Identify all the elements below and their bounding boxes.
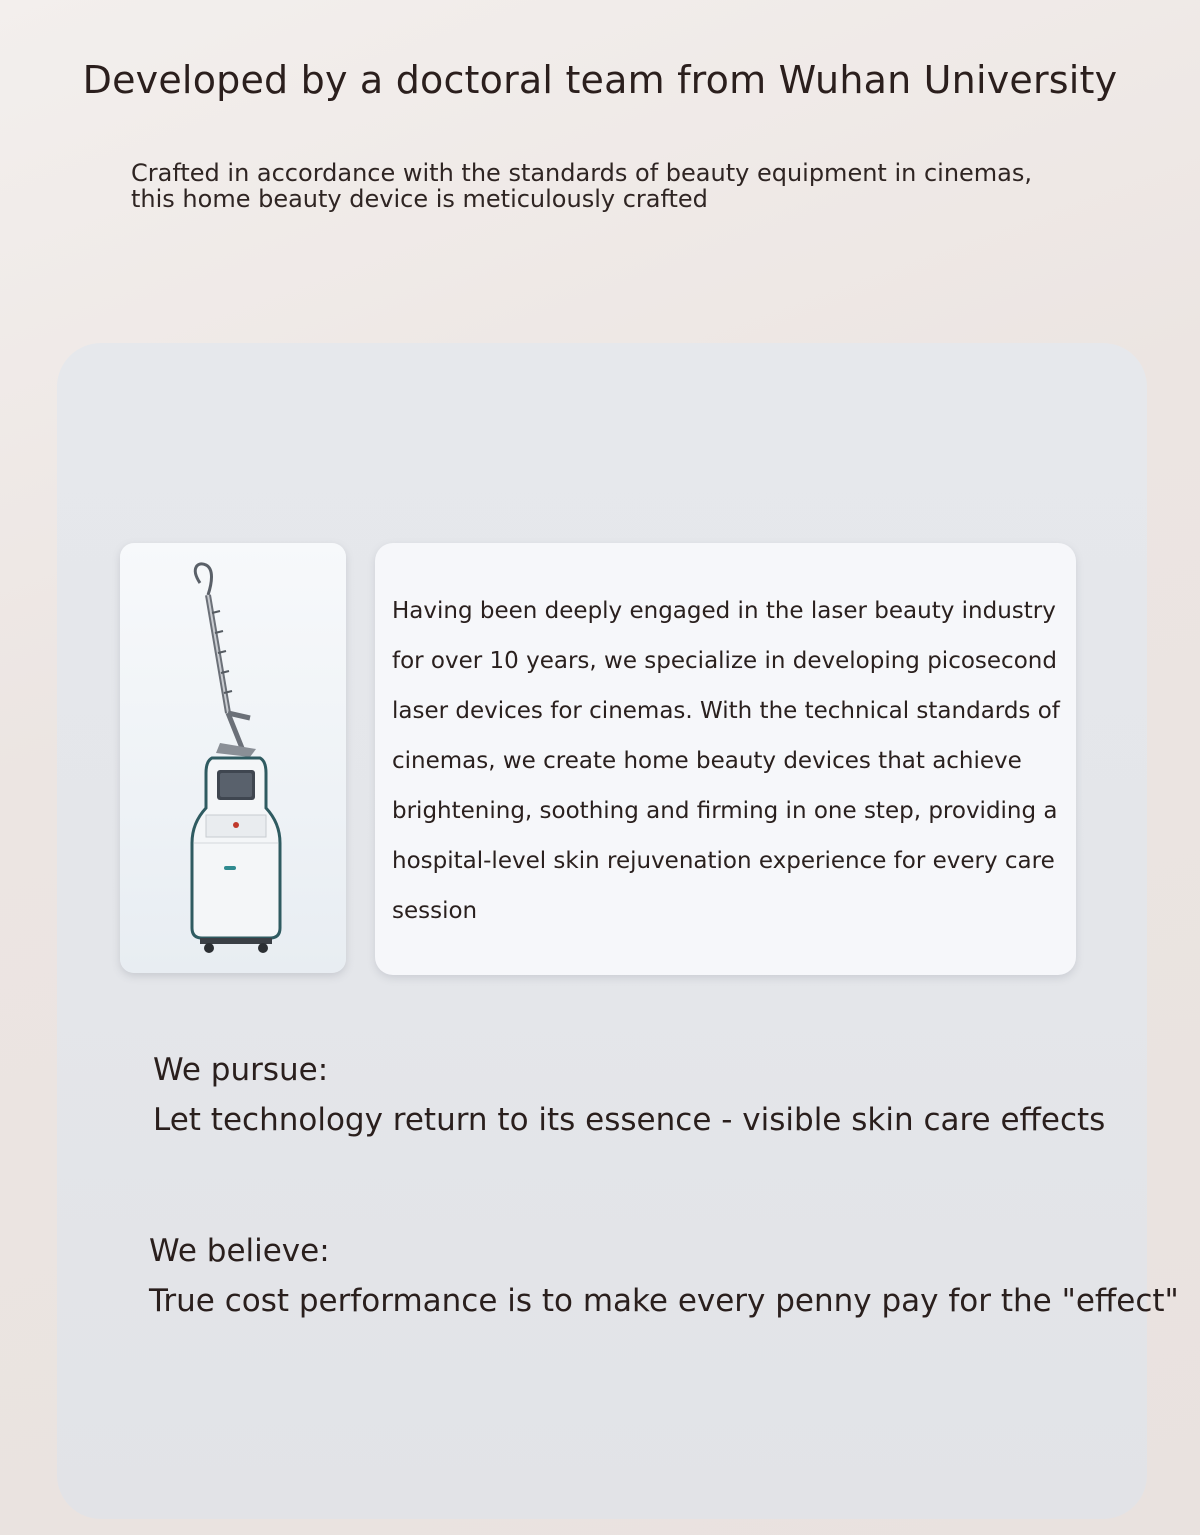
device-image-card: [120, 543, 346, 973]
subtitle-line-1: Crafted in accordance with the standards of beauty equipment in cinemas,: [131, 159, 1033, 187]
pursue-statement: [153, 1045, 1105, 1145]
intro-paragraph: Having been deeply engaged in the laser beauty industry for over 10 years, we specialize in developing picosecond laser devices for cinemas. With the technical standards of cinemas, we create home beauty devices that achieve brightening, soothing and firming in one step, providing a hospital-level skin rejuvenation experience for every care session: [392, 598, 1060, 924]
subtitle: [131, 160, 1081, 212]
subtitle-line-2: this home beauty device is meticulously crafted: [131, 185, 708, 213]
page-title: Developed by a doctoral team from Wuhan University: [82, 58, 1118, 102]
pursue-label: We pursue:: [153, 1052, 329, 1088]
laser-device-illustration: [120, 543, 346, 973]
believe-label: We believe:: [149, 1233, 330, 1269]
pursue-text: Let technology return to its essence - visible skin care effects: [153, 1102, 1106, 1138]
intro-card: [375, 543, 1076, 975]
believe-statement: [149, 1226, 1179, 1326]
believe-text: True cost performance is to make every penny pay for the "effect": [149, 1283, 1179, 1319]
